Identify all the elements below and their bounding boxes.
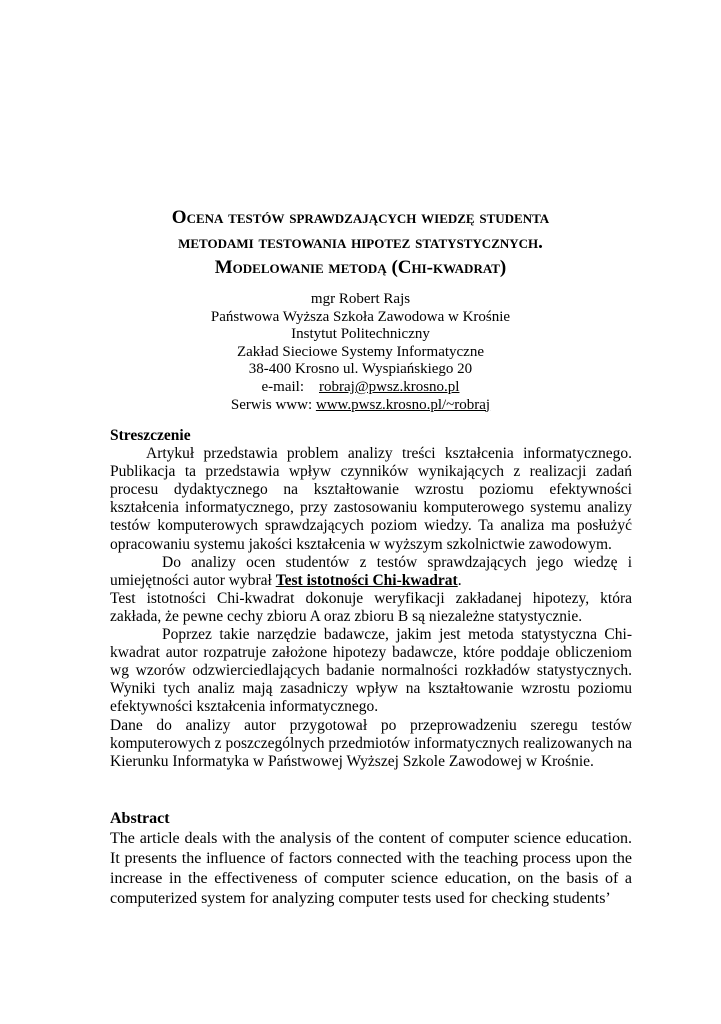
abstract-heading: Abstract <box>110 810 170 827</box>
title-line-3: Modelowanie metodą (Chi-kwadrat) <box>214 257 507 278</box>
title-line-1: Ocena testów sprawdzających wiedzę studenta <box>171 207 550 228</box>
streszczenie-paragraph-3: Test istotności Chi-kwadrat dokonuje weryfikacji zakładanej hipotezy, która zakłada, że pewne cechy zbioru A oraz zbioru B są niezależne statystycznie. <box>110 589 632 625</box>
title-line-2: metodami testowania hipotez statystycznych. <box>178 232 543 253</box>
www-link[interactable]: www.pwsz.krosno.pl/~robraj <box>315 396 491 413</box>
abstract-section <box>110 809 632 909</box>
author-www-line <box>150 397 571 415</box>
streszczenie-paragraph-5: Dane do analizy autor przygotował po przeprowadzeniu szeregu testów komputerowych z poszczególnych przedmiotów informatycznych realizowanych na Kierunku Informatyka w Państwowej Wyższej Szkole Zawodowej w Krośnie. <box>110 716 632 770</box>
author-address: 38-400 Krosno ul. Wyspiańskiego 20 <box>248 361 473 378</box>
author-institute: Instytut Politechniczny <box>291 326 430 343</box>
chi-square-test-link: Test istotności Chi-kwadrat <box>275 571 458 589</box>
author-name: mgr Robert Rajs <box>310 291 411 307</box>
email-label: e-mail: <box>261 378 304 395</box>
email-link[interactable]: robraj@pwsz.krosno.pl <box>319 378 460 395</box>
author-block <box>150 291 571 414</box>
author-institution: Państwowa Wyższa Szkoła Zawodowa w Krośnie <box>210 308 511 325</box>
www-label: Serwis www: <box>230 396 313 413</box>
streszczenie-section <box>110 427 632 771</box>
streszczenie-heading: Streszczenie <box>110 427 191 444</box>
paper-title <box>100 205 621 280</box>
paragraph-2-end: . <box>457 571 462 589</box>
author-department: Zakład Sieciowe Systemy Informatyczne <box>236 343 484 360</box>
author-email-line <box>150 379 571 397</box>
streszczenie-paragraph-1: Artykuł przedstawia problem analizy treści kształcenia informatycznego. Publikacja ta przedstawia wpływ czynników wynikających z realizacji zadań procesu dydaktycznego na kształtowanie wzrostu poziomu efektywności kształcenia informatycznego, przy zastosowaniu komputerowego systemu analizy testów komputerowych sprawdzających poziom wiedzy. Ta analiza ma posłużyć opracowaniu systemu jakości kształcenia w wyższym szkolnictwie zawodowym. <box>110 445 632 553</box>
paragraph-2-text: Do analizy ocen studentów z testów sprawdzających jego wiedzę i umiejętności autor wybrał <box>110 553 632 589</box>
streszczenie-paragraph-2 <box>110 554 632 590</box>
streszczenie-paragraph-4: Poprzez takie narzędzie badawcze, jakim jest metoda statystyczna Chi-kwadrat autor rozpatruje założone hipotezy badawcze, które poddaje obliczeniom wg wzorów odzwierciedlających badanie normalności rozkładów statystycznych. Wyniki tych analiz mają zasadniczy wpływ na kształtowanie wzrostu poziomu efektywności kształcenia informatycznego. <box>110 626 632 716</box>
abstract-paragraph-1: The article deals with the analysis of the content of computer science education. It presents the influence of factors connected with the teaching process upon the increase in the effectiveness of computer science education, on the basis of a computerized system for analyzing computer tests used for checking students’ <box>110 830 632 907</box>
